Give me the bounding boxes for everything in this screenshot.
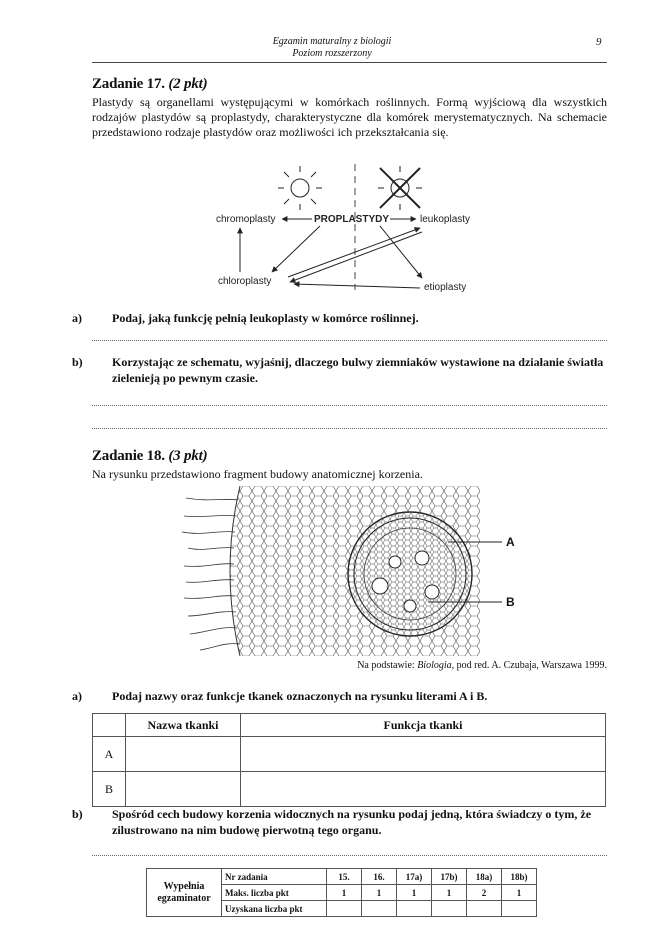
task18-question-a — [72, 688, 627, 704]
question-text: Spośród cech budowy korzenia widocznych na rysunku podaj jedną, która świadczy o tym, że zilustrowano na nim budowę pierwotną tego organu. — [112, 807, 592, 837]
grading-side-line1: Wypełnia — [163, 880, 205, 892]
grading-row-label: Nr zadania — [222, 869, 327, 885]
question-text: Podaj, jaką funkcję pełnią leukoplasty w komórce roślinnej. — [112, 311, 419, 325]
table-row — [93, 772, 606, 807]
grading-row-label: Uzyskana liczba pkt — [222, 901, 327, 917]
row-label: A — [93, 737, 126, 772]
grading-side-label — [147, 869, 222, 917]
answer-line[interactable] — [92, 405, 607, 406]
earned-points-cell[interactable] — [432, 901, 467, 917]
task18-number: Zadanie 18. — [92, 448, 165, 464]
answer-cell[interactable] — [241, 772, 606, 807]
task17-question-b — [72, 354, 627, 386]
max-points-cell: 1 — [397, 885, 432, 901]
vascular-cylinder — [348, 512, 472, 636]
header-rule — [92, 62, 607, 63]
earned-points-cell[interactable] — [397, 901, 432, 917]
task17-number: Zadanie 17. — [92, 76, 165, 92]
label-b: B — [506, 595, 515, 609]
answer-table — [92, 713, 606, 807]
max-points-cell: 1 — [327, 885, 362, 901]
earned-points-cell[interactable] — [502, 901, 537, 917]
plastid-diagram — [210, 160, 470, 295]
task-number-cell: 17b) — [432, 869, 467, 885]
answer-cell[interactable] — [126, 737, 241, 772]
task17-question-a — [72, 310, 627, 326]
task-number-cell: 16. — [362, 869, 397, 885]
column-header: Funkcja tkanki — [241, 714, 606, 737]
sun-icon — [278, 166, 322, 210]
task-number-cell: 15. — [327, 869, 362, 885]
source-rest: , pod red. A. Czubaja, Warszawa 1999. — [451, 660, 607, 671]
answer-cell[interactable] — [126, 772, 241, 807]
question-label: b) — [72, 807, 83, 821]
task-number-cell: 18b) — [502, 869, 537, 885]
source-prefix: Na podstawie: — [357, 660, 418, 671]
column-header: Nazwa tkanki — [126, 714, 241, 737]
table-corner — [93, 714, 126, 737]
grading-row-label: Maks. liczba pkt — [222, 885, 327, 901]
label-leukoplasty: leukoplasty — [420, 214, 470, 225]
label-chromoplasty: chromoplasty — [216, 214, 276, 225]
task-number-cell: 17a) — [397, 869, 432, 885]
task18-intro: Na rysunku przedstawiono fragment budowy anatomicznej korzenia. — [92, 467, 423, 481]
question-label: a) — [72, 311, 82, 325]
grading-table — [146, 868, 537, 917]
question-text: Podaj nazwy oraz funkcje tkanek oznaczonych na rysunku literami A i B. — [112, 689, 488, 703]
question-text: Korzystając ze schematu, wyjaśnij, dlaczego bulwy ziemniaków wystawione na działanie światła zielenieją po pewnym czasie. — [112, 355, 604, 385]
row-label: B — [93, 772, 126, 807]
label-proplastydy: PROPLASTYDY — [314, 214, 390, 225]
answer-line[interactable] — [92, 428, 607, 429]
exam-level: Poziom rozszerzony — [292, 48, 372, 59]
question-label: a) — [72, 689, 82, 703]
task18-question-b — [72, 806, 627, 838]
table-row — [93, 737, 606, 772]
earned-points-cell[interactable] — [467, 901, 502, 917]
crossed-sun-icon — [378, 166, 422, 210]
max-points-cell: 1 — [502, 885, 537, 901]
max-points-cell: 2 — [467, 885, 502, 901]
page-header — [0, 36, 664, 60]
answer-line[interactable] — [92, 340, 607, 341]
earned-points-cell[interactable] — [327, 901, 362, 917]
max-points-cell: 1 — [362, 885, 397, 901]
task17-intro: Plastydy są organellami występującymi w komórkach roślinnych. Formą wyjściową dla wszystkich rodzajów plastydów są proplastydy, charakterystyczne dla komórek merystematycznych. Na schemacie przedstawiono rodzaje plastydów oraz możliwości ich przekształcania się. — [92, 95, 607, 139]
label-a: A — [506, 535, 515, 549]
task-number-cell: 18a) — [467, 869, 502, 885]
task18-title — [92, 448, 207, 465]
task18-points: (3 pkt) — [168, 448, 208, 464]
figure-source — [357, 660, 607, 671]
grading-side-line2: egzaminator — [157, 892, 211, 904]
task17-title — [92, 76, 207, 93]
answer-cell[interactable] — [241, 737, 606, 772]
question-label: b) — [72, 355, 83, 369]
table-header-row — [93, 714, 606, 737]
max-points-cell: 1 — [432, 885, 467, 901]
task17-points: (2 pkt) — [168, 76, 208, 92]
label-chloroplasty: chloroplasty — [218, 276, 272, 287]
source-title: Biologia — [417, 660, 452, 671]
root-cross-section-drawing — [180, 486, 530, 656]
answer-line[interactable] — [92, 855, 607, 856]
exam-title: Egzamin maturalny z biologii — [272, 36, 392, 47]
label-etioplasty: etioplasty — [424, 282, 467, 293]
page-number: 9 — [596, 36, 602, 48]
earned-points-cell[interactable] — [362, 901, 397, 917]
